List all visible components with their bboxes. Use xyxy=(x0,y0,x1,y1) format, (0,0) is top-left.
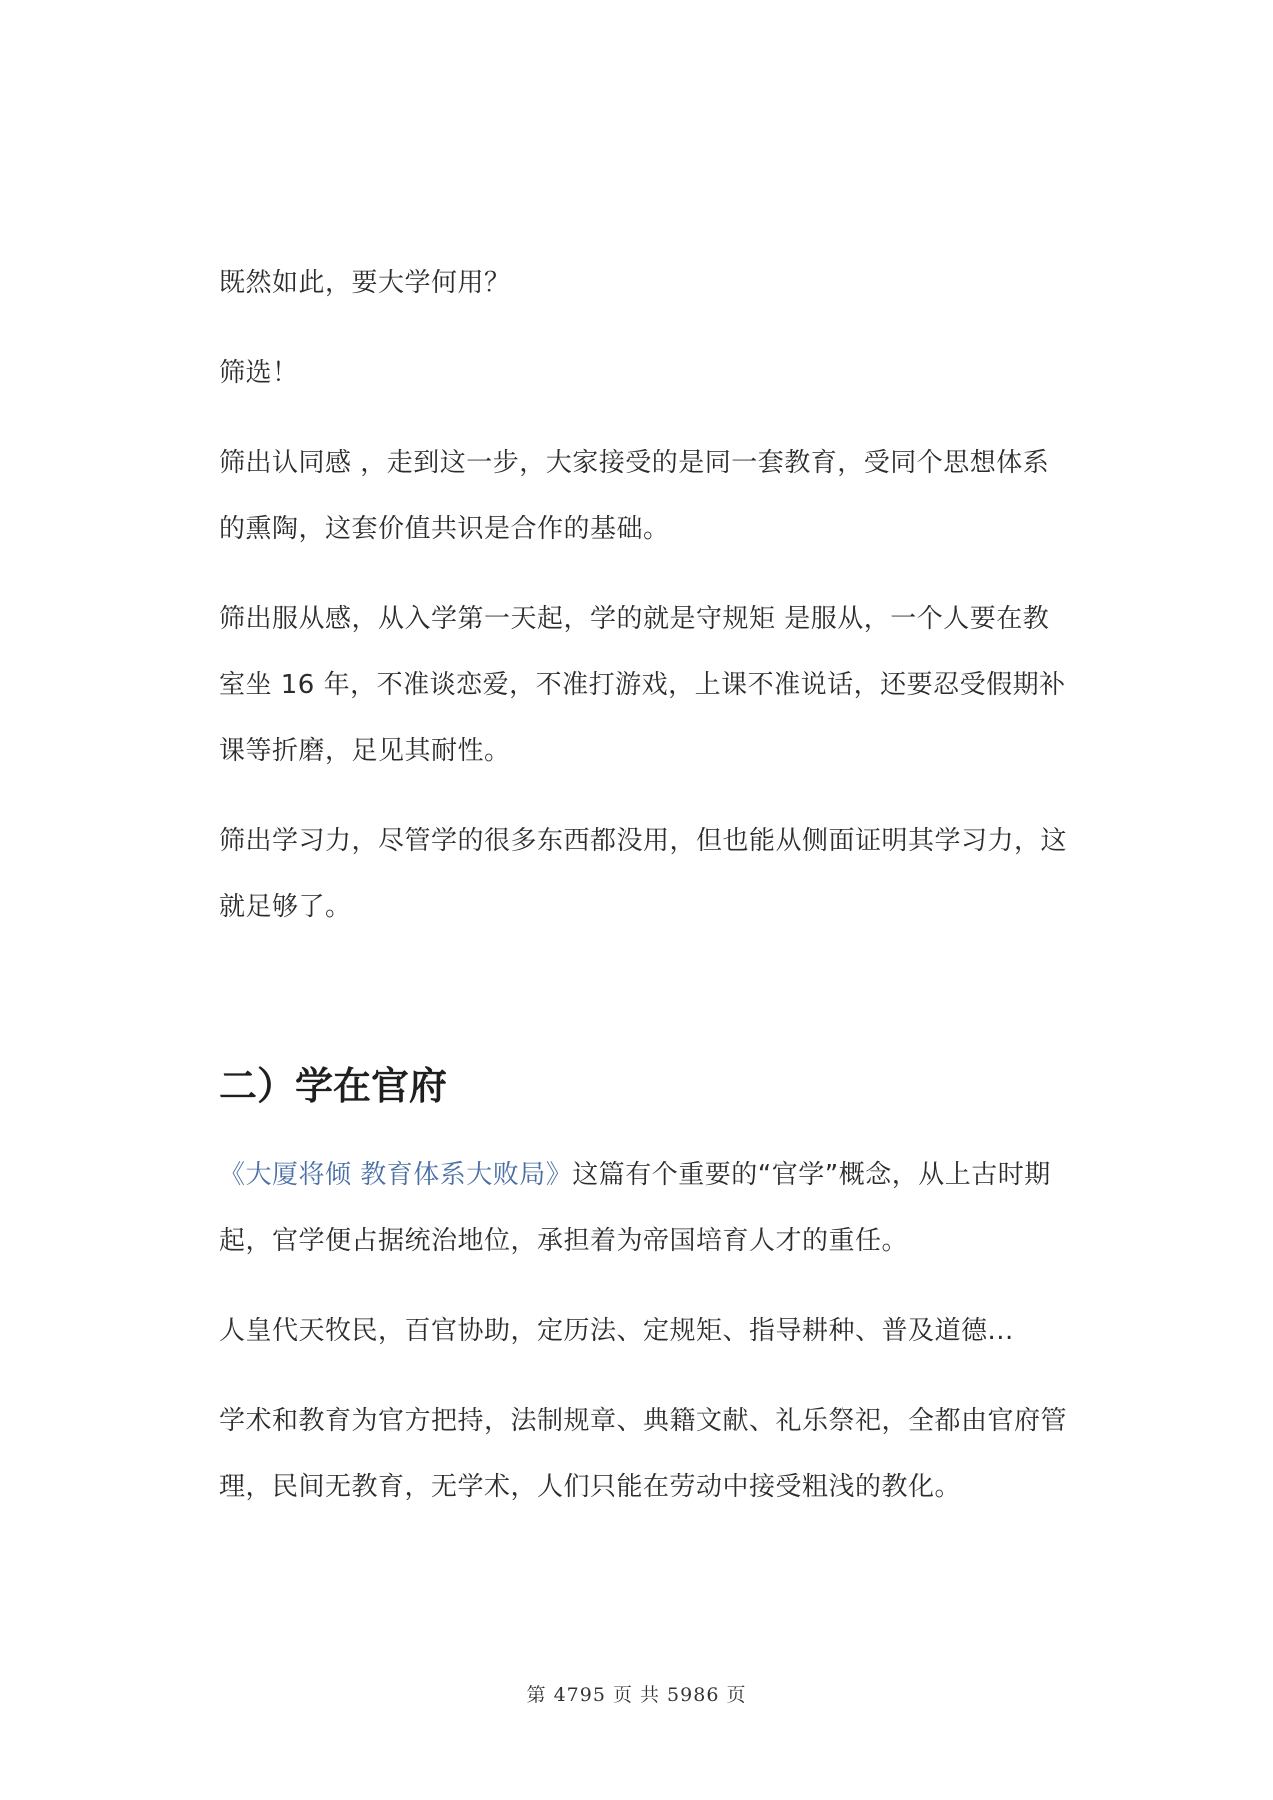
paragraph: 筛出认同感 ，走到这一步，大家接受的是同一套教育，受同个思想体系的熏陶，这套价值共识是合作的基础。 xyxy=(219,448,1050,544)
paragraph: 人皇代天牧民，百官协助，定历法、定规矩、指导耕种、普及道德... xyxy=(219,1316,1014,1346)
paragraph: 筛选！ xyxy=(219,358,299,388)
paragraph: 筛出服从感，从入学第一天起，学的就是守规矩 是服从，一个人要在教室坐 16 年，不准谈恋爱，不准打游戏，上课不准说话，还要忍受假期补课等折磨，足见其耐性。 xyxy=(219,604,1066,766)
section-heading: 二）学在官府 xyxy=(219,1064,448,1108)
paragraph: 筛出学习力，尽管学的很多东西都没用，但也能从侧面证明其学习力，这就足够了。 xyxy=(219,826,1068,922)
paragraph: 既然如此，要大学何用？ xyxy=(219,268,511,298)
intro-paragraph xyxy=(219,1142,1069,1274)
page-number-footer: 第 4795 页 共 5986 页 xyxy=(526,1684,747,1706)
article-link[interactable]: 《大厦将倾 教育体系大败局》 xyxy=(219,1160,573,1190)
intro-text: 这篇有个重要的“官学”概念，从上古时期起，官学便占据统治地位，承担着为帝国培育人才的重任。 xyxy=(219,1160,1051,1256)
page-content xyxy=(219,250,1069,1544)
paragraph: 学术和教育为官方把持，法制规章、典籍文献、礼乐祭祀，全都由官府管理，民间无教育，无学术，人们只能在劳动中接受粗浅的教化。 xyxy=(219,1406,1068,1502)
